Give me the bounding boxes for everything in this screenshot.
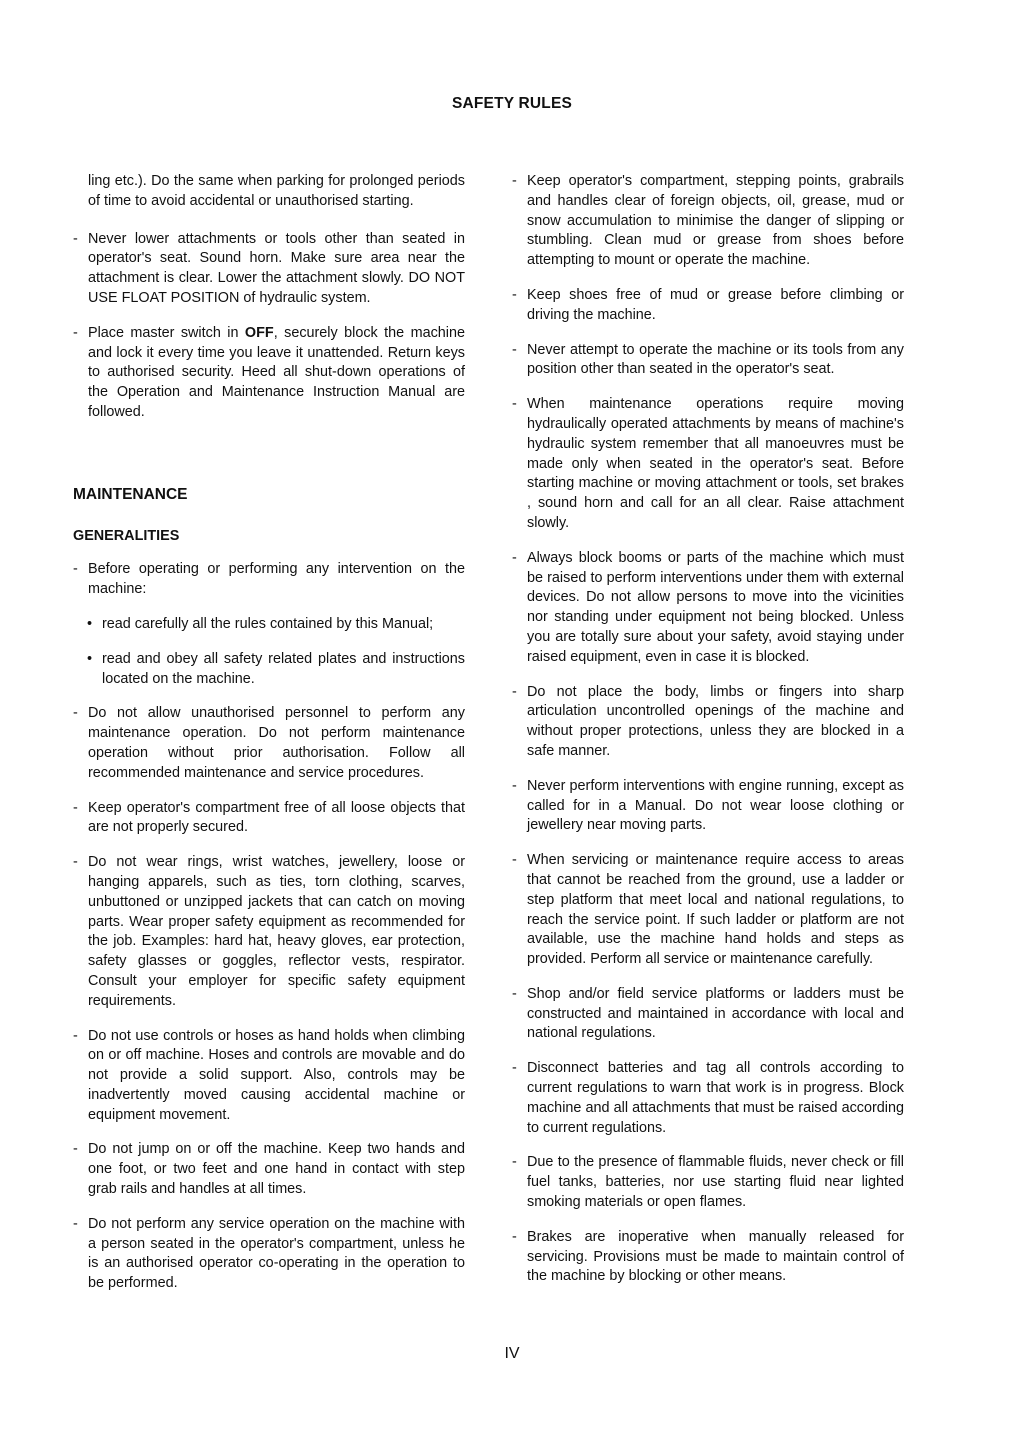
dash-marker: - (512, 173, 517, 189)
list-item (512, 286, 904, 326)
bullet-item (73, 650, 465, 690)
page-number: IV (504, 1345, 520, 1362)
dash-marker: - (73, 854, 78, 871)
list-item (73, 1027, 465, 1126)
item-text: Due to the presence of flammable fluids, never check or fill fuel tanks, batteries, nor use starting fluid near lighted smoking materials or open flames. (527, 1154, 904, 1211)
list-item (512, 1059, 904, 1138)
dash-marker: - (512, 852, 517, 869)
item-text: Do not use controls or hoses as hand holds when climbing on or off machine. Hoses and controls are movable and do not provide a solid support. Also, controls may be inadvertently moved causing accidental machine or equipment movement. (88, 1027, 465, 1123)
item-text: Do not place the body, limbs or fingers into sharp articulation uncontrolled openings of the machine and without proper protections, unless they are blocked in a safe manner. (527, 683, 904, 759)
list-item (73, 230, 465, 309)
dash-marker: - (73, 1215, 78, 1232)
dash-marker: - (73, 1141, 78, 1158)
list-item (512, 549, 904, 668)
item-text: Do not jump on or off the machine. Keep two hands and one foot, or two feet and one hand in contact with step grab rails and handles at all times. (88, 1141, 465, 1198)
item-text: Keep operator's compartment, stepping points, grabrails and handles clear of foreign objects, oil, grease, mud or snow accumulation to minimise the danger of slipping or stumbling. Clean mud or grease from shoes before attempting to mount or operate the machine. (527, 173, 904, 269)
dash-marker: - (512, 1228, 517, 1245)
dash-marker: - (512, 549, 517, 566)
list-item (73, 799, 465, 839)
item-text: Do not wear rings, wrist watches, jewellery, loose or hanging apparels, such as ties, torn clothing, scarves, unbuttoned or unzipped jackets that can catch on moving parts. Wear proper safety equipment as recommended for the job. Examples: hard hat, heavy gloves, ear protection, safety glasses or goggles, reflector vests, respirator. Consult your employer for specific safety equipment requirements. (88, 854, 465, 1009)
bullet-icon: • (87, 615, 93, 632)
list-item (512, 1153, 904, 1212)
bullet-text: read carefully all the rules contained by this Manual; (102, 615, 434, 632)
dash-marker: - (512, 286, 517, 303)
list-item (512, 851, 904, 970)
bullet-text: read and obey all safety related plates and instructions located on the machine. (102, 650, 465, 687)
list-item (512, 341, 904, 381)
item-text: When servicing or maintenance require access to areas that cannot be reached from the ground, use a ladder or step platform that meet local and national regulations, to reach the service point. If such ladder or platform are not available, use the machine hand holds and steps as provided. Perform all service or maintenance carefully. (527, 852, 904, 968)
dash-marker: - (512, 1154, 517, 1171)
list-item (73, 853, 465, 1011)
list-item (73, 1215, 465, 1294)
right-column (512, 172, 904, 1302)
dash-marker: - (73, 230, 78, 247)
item-text: Keep shoes free of mud or grease before climbing or driving the machine. (527, 286, 904, 323)
list-item (512, 1228, 904, 1287)
section-title: MAINTENANCE (73, 485, 188, 503)
list-item (512, 172, 904, 271)
list-item (73, 560, 465, 600)
dash-marker: - (73, 799, 78, 816)
dash-marker: - (73, 324, 78, 341)
bullet-icon: • (87, 650, 93, 667)
bullet-item (73, 615, 465, 635)
item-text: Place master switch in OFF, securely block the machine and lock it every time you leave it unattended. Return keys to authorised security. Heed all shut-down operations of the Operation and Maintenance Instruction Manual are followed. (88, 324, 465, 420)
item-text: Keep operator's compartment free of all loose objects that are not properly secured. (88, 799, 465, 836)
list-item (73, 324, 465, 423)
dash-marker: - (512, 985, 517, 1002)
dash-marker: - (512, 1060, 517, 1077)
list-item (512, 683, 904, 762)
list-item (73, 1140, 465, 1199)
item-text: Do not perform any service operation on the machine with a person seated in the operator's compartment, unless he is an authorised operator co-operating in the operation to be performed. (88, 1215, 465, 1292)
item-text: Do not allow unauthorised personnel to perform any maintenance operation. Do not perform maintenance operation without prior authorisation. Follow all recommended maintenance and service procedures. (88, 705, 465, 781)
page-title: SAFETY RULES (451, 95, 573, 112)
item-text: Disconnect batteries and tag all controls according to current regulations to warn that work is in progress. Block machine and all attachments that must be raised according to current regulations. (527, 1060, 904, 1136)
dash-marker: - (73, 705, 78, 722)
item-text: Shop and/or field service platforms or ladders must be constructed and maintained in accordance with local and national regulations. (527, 985, 904, 1042)
dash-marker: - (512, 396, 517, 413)
continuation-paragraph: ling etc.). Do the same when parking for prolonged periods of time to avoid accidental or unauthorised starting. (88, 173, 465, 209)
item-text: Never lower attachments or tools other than seated in operator's seat. Sound horn. Make sure area near the attachment is clear. Lower the attachment slowly. DO NOT USE FLOAT POSITION of hydraulic system. (88, 230, 465, 306)
list-item (512, 395, 904, 534)
item-text: Never attempt to operate the machine or its tools from any position other than seated in the operator's seat. (527, 341, 904, 378)
list-item (512, 985, 904, 1044)
dash-marker: - (512, 341, 517, 358)
item-text: When maintenance operations require moving hydraulically operated attachments by means of machine's hydraulic system remember that all manoeuvres must be made only when seated in the operator's seat. Before starting machine or moving attachment or tools, set brakes , sound horn and call for an all clear. Raise attachment slowly. (527, 396, 904, 531)
dash-marker: - (512, 777, 517, 794)
item-text: Never perform interventions with engine running, except as called for in a Manual. Do not wear loose clothing or jewellery near moving parts. (527, 777, 904, 834)
dash-marker: - (512, 683, 517, 700)
dash-marker: - (73, 1027, 78, 1044)
item-text: Always block booms or parts of the machine which must be raised to perform interventions under them with external devices. Do not allow persons to move into the vicinities nor standing under equipment not being blocked. Unless you are totally sure about your safety, avoid staying under raised equipment, even in case it is blocked. (527, 549, 904, 665)
left-column (73, 172, 465, 1309)
item-text: Before operating or performing any intervention on the machine: (88, 561, 465, 598)
subsection-title: GENERALITIES (73, 527, 180, 544)
list-item (512, 777, 904, 836)
dash-marker: - (73, 561, 78, 578)
list-item (73, 704, 465, 783)
item-text: Brakes are inoperative when manually released for servicing. Provisions must be made to maintain control of the machine by blocking or other means. (527, 1228, 904, 1285)
off-keyword: OFF (244, 324, 274, 341)
